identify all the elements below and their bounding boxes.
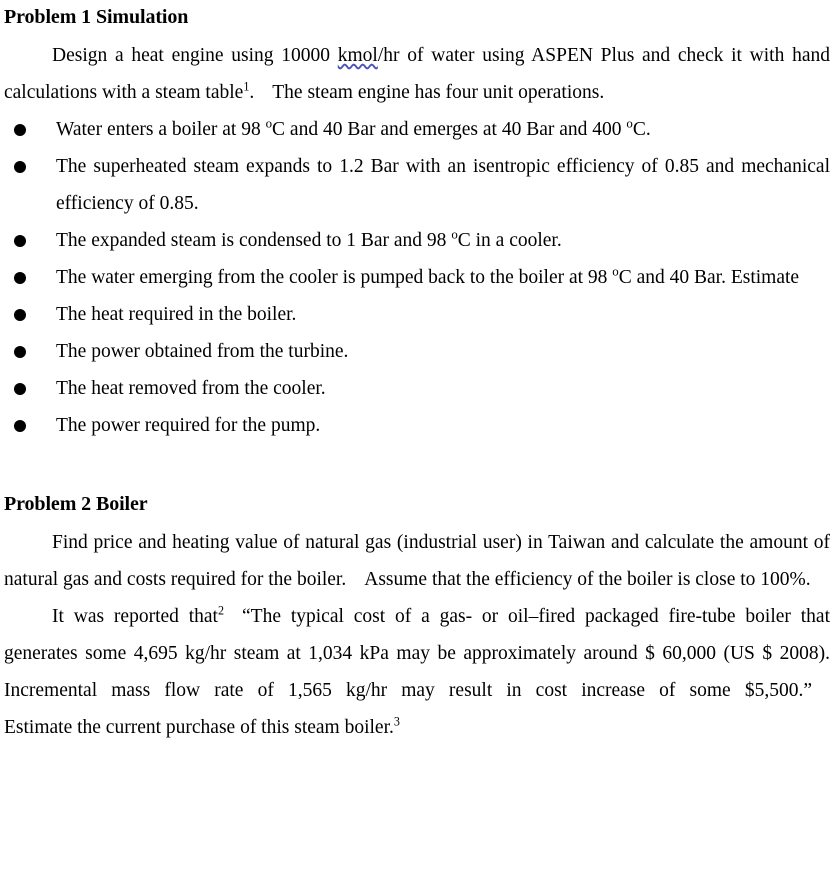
misspelled-word-kmol: kmol <box>337 45 378 66</box>
bullet-dot-icon <box>14 111 27 148</box>
bullet-dot-icon <box>14 148 27 185</box>
paragraph-text-part-1: Find price and heating value of natural gas (industrial user) in Taiwan and calculate the amount of natural gas and costs required for the boiler. <box>4 532 830 590</box>
bullet-text: The heat removed from the cooler. <box>56 378 326 399</box>
footnote-marker-2: 2 <box>217 603 225 618</box>
intro-text-part-1: Design a heat engine using 10000 <box>52 45 338 66</box>
bullet-dot-icon <box>14 259 27 296</box>
degree-symbol-icon: o <box>626 116 633 131</box>
bullet-text-part-2: C and 40 Bar and emerges at 40 Bar and 400 <box>272 119 627 140</box>
footnote-marker-1: 1 <box>243 79 250 94</box>
closing-sentence: Estimate the current purchase of this steam boiler. <box>4 717 394 738</box>
bullet-text-part-1: The water emerging from the cooler is pumped back to the boiler at 98 <box>56 267 613 288</box>
problem-2-paragraph-2 <box>4 598 832 746</box>
list-item <box>4 111 832 148</box>
bullet-dot-icon <box>14 333 27 370</box>
footnote-marker-3: 3 <box>393 714 400 729</box>
bullet-text-part-2: C and 40 Bar. Estimate <box>618 267 800 288</box>
intro-text-part-4: The steam engine has four unit operations. <box>272 82 605 103</box>
bullet-text: The power obtained from the turbine. <box>56 341 349 362</box>
list-item <box>4 296 832 333</box>
bullet-text-part-1: The expanded steam is condensed to 1 Bar and 98 <box>56 230 452 251</box>
list-item <box>4 333 832 370</box>
quoted-passage: “The typical cost of a gas- or oil–fired packaged fire-tube boiler that generates some 4,695 kg/hr steam at 1,034 kPa may be approximately around $ 60,000 (US $ 2008). Incremental mass flow rate of 1,565 kg/hr may result in cost increase of some $5,500.” <box>4 606 830 701</box>
problem-1-bullet-list <box>4 111 832 444</box>
intro-text-part-3: . <box>249 82 255 103</box>
bullet-text-part-3: C. <box>632 119 651 140</box>
bullet-dot-icon <box>14 407 27 444</box>
bullet-text: The power required for the pump. <box>56 415 321 436</box>
section-spacer-small <box>4 481 832 491</box>
problem-2-paragraph-1 <box>4 524 832 598</box>
intro-text-part-2: /hr of water using ASPEN Plus and check it with hand calculations with a steam table <box>4 45 830 103</box>
degree-symbol-icon: o <box>612 264 619 279</box>
problem-1-intro-paragraph <box>4 37 832 111</box>
section-spacer <box>4 444 832 481</box>
section-heading-problem-1: Problem 1 Simulation <box>4 6 189 28</box>
bullet-text: The heat required in the boiler. <box>56 304 297 325</box>
list-item <box>4 259 832 296</box>
list-item <box>4 407 832 444</box>
paragraph-text-part-3 <box>4 714 400 738</box>
degree-symbol-icon: o <box>265 116 273 131</box>
bullet-dot-icon <box>14 222 27 259</box>
list-item <box>4 222 832 259</box>
bullet-text-part-1: Water enters a boiler at 98 <box>56 119 266 140</box>
bullet-text: The superheated steam expands to 1.2 Bar with an isentropic efficiency of 0.85 and mechanical efficiency of 0.85. <box>56 156 830 214</box>
list-item <box>4 148 832 222</box>
section-heading-problem-2: Problem 2 Boiler <box>4 493 148 515</box>
bullet-dot-icon <box>14 296 27 333</box>
bullet-text-part-2: C in a cooler. <box>457 230 562 251</box>
list-item <box>4 370 832 407</box>
paragraph-text-part-1: It was reported that <box>52 606 218 627</box>
degree-symbol-icon: o <box>451 227 458 242</box>
paragraph-text-part-2: Assume that the efficiency of the boiler is close to 100%. <box>364 569 811 590</box>
bullet-dot-icon <box>14 370 27 407</box>
